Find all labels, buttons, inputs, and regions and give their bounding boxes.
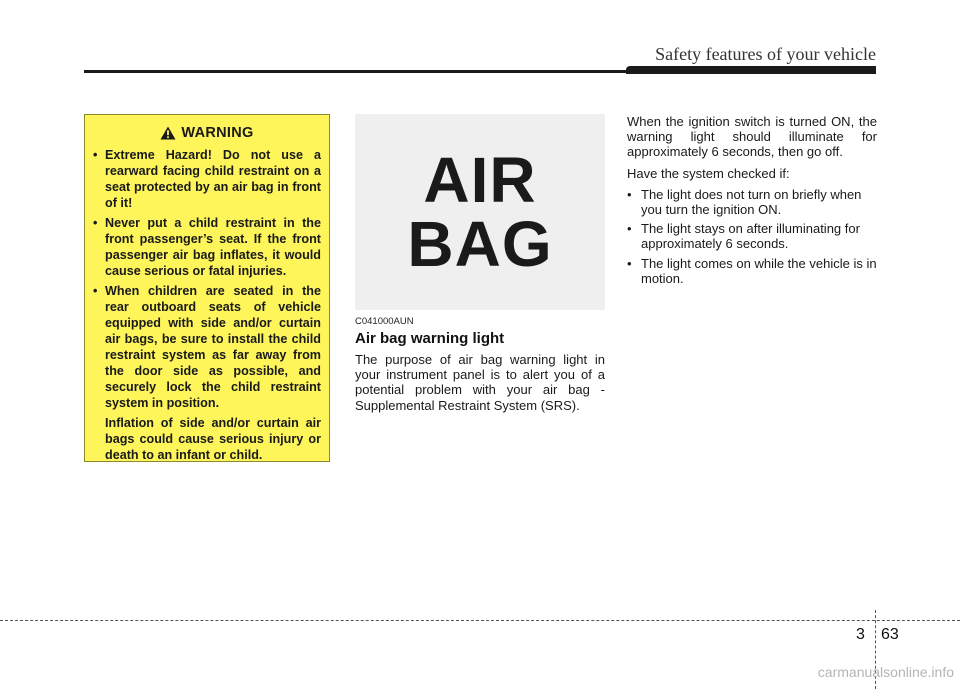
section-header-title: Safety features of your vehicle xyxy=(655,44,876,64)
warning-item: • When children are seated in the rear outboard seats of vehicle equipped with side and/or curtain air bags, be sure to install the child restraint system as far away from the door side as possible, and securely lock the child restraint system in position. xyxy=(93,283,321,411)
warning-item: • Extreme Hazard! Do not use a rearward facing child restraint on a seat protected by an air bag in front of it! xyxy=(93,147,321,211)
condition-item: • The light does not turn on briefly when you turn the ignition ON. xyxy=(627,187,877,217)
warning-heading xyxy=(93,125,321,141)
airbag-warning-light-image xyxy=(355,114,605,310)
warning-list xyxy=(93,147,321,411)
airbag-image-line1: AIR xyxy=(423,144,537,216)
right-intro: When the ignition switch is turned ON, the warning light should illuminate for approximately 6 seconds, then go off. xyxy=(627,114,877,160)
condition-list xyxy=(627,187,877,286)
chapter-number: 3 xyxy=(856,626,865,643)
right-column xyxy=(627,114,877,290)
watermark: carmanualsonline.info xyxy=(817,664,954,680)
footer-dashed-rule xyxy=(0,620,960,621)
warning-heading-label: WARNING xyxy=(181,125,254,141)
warning-box xyxy=(84,114,330,462)
condition-item: • The light comes on while the vehicle is in motion. xyxy=(627,256,877,286)
section-code: C041000AUN xyxy=(355,316,414,327)
airbag-image-line2: BAG xyxy=(407,208,553,280)
condition-item: • The light stays on after illuminating for approximately 6 seconds. xyxy=(627,221,877,251)
page-number: 63 xyxy=(881,626,899,643)
section-title: Air bag warning light xyxy=(355,330,505,347)
warning-triangle-icon xyxy=(160,126,176,140)
check-lead: Have the system checked if: xyxy=(627,165,790,181)
section-body: The purpose of air bag warning light in your instrument panel is to alert you of a potential problem with your air bag - Supplemental Restraint System (SRS). xyxy=(355,352,605,413)
warning-item: • Never put a child restraint in the front passenger’s seat. If the front passenger air bag inflates, it would cause serious or fatal injuries. xyxy=(93,215,321,279)
header-rule-accent xyxy=(626,66,876,74)
warning-note: Inflation of side and/or curtain air bags could cause serious injury or death to an infant or child. xyxy=(105,416,321,462)
